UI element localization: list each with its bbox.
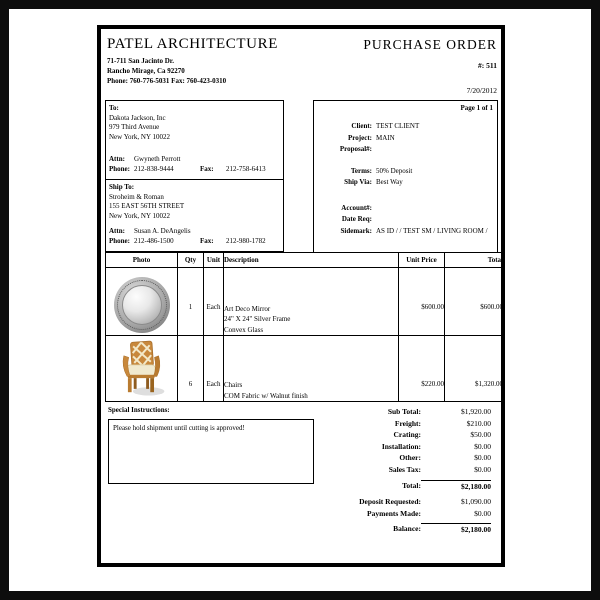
terms-row [314, 166, 497, 178]
row1-description [224, 268, 399, 336]
freight-row [251, 418, 491, 430]
row1-desc-line1: Art Deco Mirror [224, 304, 271, 313]
row2-total: $1,320.00 [445, 336, 504, 402]
sales-tax-row [251, 464, 491, 476]
to-phone-value: 212-838-9444 [134, 165, 174, 173]
header-qty: Qty [178, 253, 204, 268]
subtotal-value: $1,920.00 [461, 407, 491, 416]
balance-row [251, 523, 491, 536]
payments-label: Payments Made: [367, 508, 421, 518]
ship-contact-rows [109, 226, 279, 246]
company-address-line1: 71-711 San Jacinto Dr. [107, 57, 175, 65]
ship-attn-row [109, 226, 279, 236]
purchase-order-page [97, 25, 505, 567]
to-fax-label: Fax: [200, 165, 214, 173]
sidemark-label: Sidemark: [340, 226, 372, 235]
company-address [107, 56, 226, 86]
ship-fax-value: 212-980-1782 [226, 237, 266, 245]
ship-via-value: Best Way [376, 178, 403, 186]
freight-value: $210.00 [466, 418, 491, 428]
ship-attn-value: Susan A. DeAngelis [134, 227, 191, 235]
ship-to-label: Ship To: [109, 183, 135, 191]
to-contact-rows [109, 154, 279, 174]
ship-via-label: Ship Via: [344, 178, 372, 186]
header-unit-price: Unit Price [399, 253, 445, 268]
header-unit: Unit [204, 253, 224, 268]
sidemark-value: AS ID / / TEST SM / LIVING ROOM / [376, 226, 488, 235]
company-address-line3: Phone: 760-776-5031 Fax: 760-423-0310 [107, 77, 227, 85]
sales-tax-value: $0.00 [474, 464, 491, 474]
installation-value: $0.00 [474, 441, 491, 451]
to-label: To: [109, 104, 119, 112]
row2-unit-price: $220.00 [399, 336, 445, 402]
account-label: Account#: [341, 203, 372, 212]
project-value: MAIN [376, 133, 395, 142]
mirror-photo [114, 277, 170, 333]
row2-description [224, 336, 399, 402]
ship-attn-label: Attn: [109, 227, 125, 235]
client-row [314, 121, 497, 133]
ship-via-row [314, 177, 497, 189]
company-name: PATEL ARCHITECTURE [107, 36, 278, 52]
total-value: $2,180.00 [421, 480, 491, 493]
mirror-glass [122, 285, 162, 325]
row2-desc-line1: Chairs [224, 381, 243, 389]
to-phone-fax-row [109, 164, 279, 174]
terms-value: 50% Deposit [376, 166, 413, 175]
total-row [251, 480, 491, 493]
row2-unit: Each [204, 336, 224, 402]
ship-phone-label: Phone: [109, 237, 130, 245]
row1-total: $600.00 [445, 268, 504, 336]
row1-qty: 1 [178, 268, 204, 336]
other-value: $0.00 [474, 453, 491, 463]
ship-address2: New York, NY 10022 [109, 211, 170, 220]
crating-row [251, 429, 491, 441]
header-photo: Photo [106, 253, 178, 268]
mirror-photo-cell [106, 268, 178, 336]
payments-value: $0.00 [474, 508, 491, 518]
ship-fax-label: Fax: [200, 237, 214, 245]
client-value: TEST CLIENT [376, 122, 420, 130]
other-row [251, 452, 491, 464]
order-fields [314, 121, 497, 237]
to-phone-label: Phone: [109, 165, 130, 173]
subtotal-row [251, 406, 491, 418]
date-req-label: Date Req: [341, 215, 372, 223]
sidemark-row [314, 226, 497, 238]
header-total: Total [445, 253, 504, 268]
payments-row [251, 508, 491, 520]
deposit-label: Deposit Requested: [359, 497, 421, 507]
special-instructions-text: Please hold shipment until cutting is approved! [113, 424, 245, 432]
special-instructions-label: Special Instructions: [108, 406, 170, 414]
chair-photo-cell [106, 336, 178, 402]
proposal-row [314, 144, 497, 156]
client-label: Client: [351, 122, 372, 130]
items-table [105, 252, 504, 402]
ship-address1: 155 EAST 56TH STREET [109, 202, 185, 210]
to-address2: New York, NY 10022 [109, 132, 170, 141]
installation-row [251, 441, 491, 453]
to-attn-value: Gwyneth Perrott [134, 155, 181, 163]
document-title: PURCHASE ORDER [363, 37, 497, 52]
terms-label: Terms: [350, 166, 372, 175]
chair-photo [117, 340, 167, 398]
sales-tax-label: Sales Tax: [388, 464, 421, 474]
other-label: Other: [399, 453, 421, 463]
proposal-label: Proposal#: [339, 145, 372, 153]
row1-unit: Each [204, 268, 224, 336]
row2-qty: 6 [178, 336, 204, 402]
row1-desc-line3: Convex Glass [224, 325, 264, 334]
balance-value: $2,180.00 [421, 523, 491, 536]
freight-label: Freight: [394, 418, 421, 428]
bill-to-box [105, 100, 284, 180]
ship-company: Stroheim & Roman [109, 192, 164, 201]
crating-value: $50.00 [470, 430, 491, 440]
deposit-value: $1,090.00 [461, 497, 491, 507]
subtotal-label: Sub Total: [387, 407, 421, 416]
order-info-box [313, 100, 498, 253]
project-label: Project: [348, 133, 372, 142]
deposit-row [251, 496, 491, 508]
po-date: 7/20/2012 [466, 86, 497, 95]
items-table-header-row [106, 253, 504, 268]
header-description: Description [224, 253, 399, 268]
to-company: Dakota Jackson, Inc [109, 113, 166, 122]
row2-desc-line2: COM Fabric w/ Walnut finish [224, 391, 308, 400]
account-row [314, 203, 497, 215]
ship-phone-fax-row [109, 236, 279, 246]
balance-label: Balance: [393, 524, 421, 534]
row1-unit-price: $600.00 [399, 268, 445, 336]
row1-desc-line2: 24" X 24" Silver Frame [224, 315, 291, 323]
installation-label: Installation: [381, 441, 421, 451]
ship-phone-value: 212-486-1500 [134, 237, 174, 245]
table-row [106, 336, 504, 402]
date-req-row [314, 214, 497, 226]
to-attn-label: Attn: [109, 155, 125, 163]
to-address1: 979 Third Avenue [109, 123, 160, 131]
company-address-line2: Rancho Mirage, Ca 92270 [107, 67, 185, 75]
totals-section [251, 406, 491, 536]
project-row [314, 133, 497, 145]
page-indicator: Page 1 of 1 [460, 104, 493, 112]
ship-to-box [105, 179, 284, 252]
table-row [106, 268, 504, 336]
to-fax-value: 212-758-6413 [226, 165, 266, 173]
to-attn-row [109, 154, 279, 164]
po-number: #: 511 [478, 61, 497, 70]
crating-label: Crating: [393, 430, 421, 440]
total-label: Total: [402, 480, 421, 490]
